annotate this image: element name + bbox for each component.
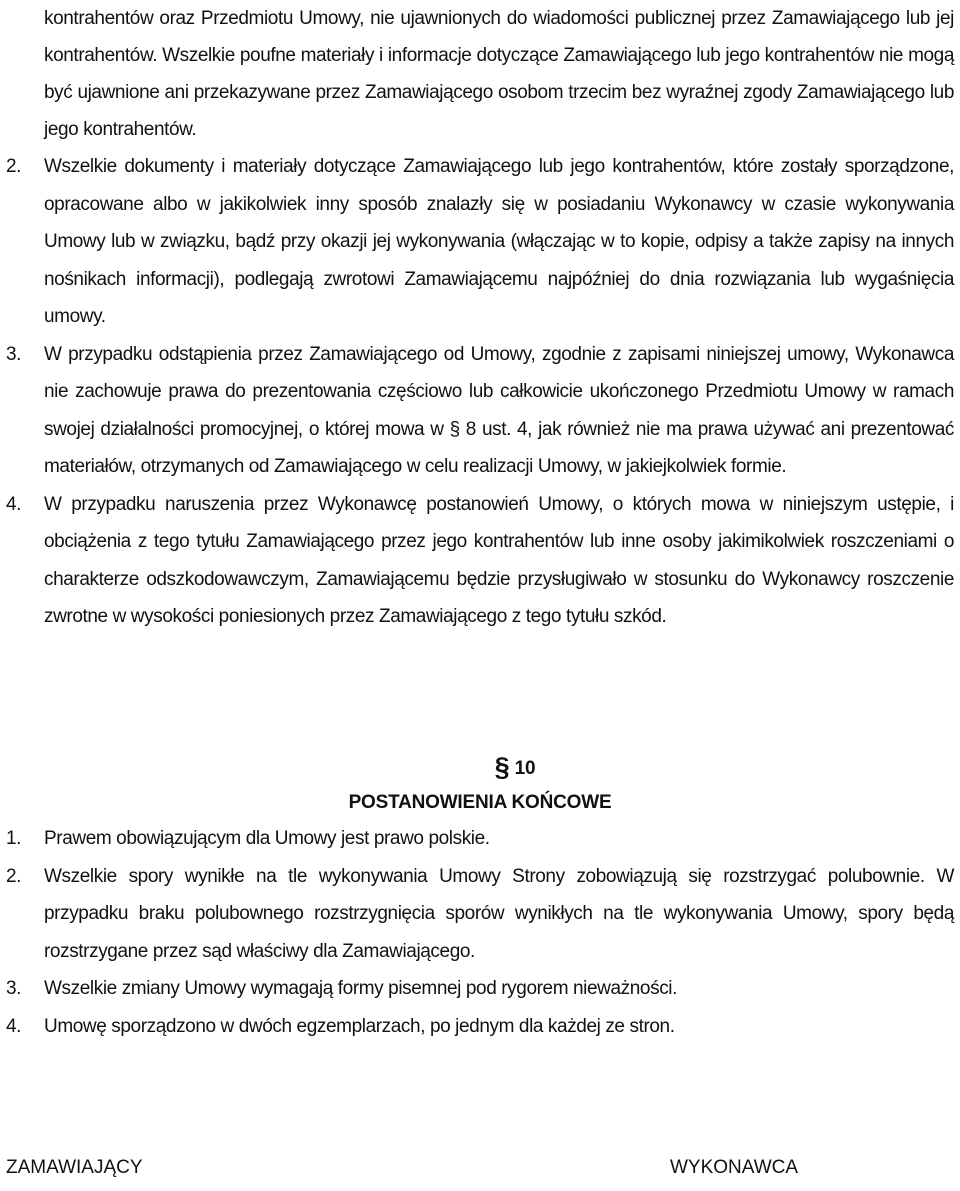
section-number-value: 10 [514,758,536,779]
list-item [0,148,960,336]
item-text: W przypadku naruszenia przez Wykonawcę postanowień Umowy, o których mowa w niniejszym ustępie, i obciążenia z tego tytułu Zamawiającego przez jego kontrahentów lub inne osoby jakimikolwiek roszczeniami o charakterze odszkodowawczym, Zamawiającemu będzie przysługiwało w stosunku do Wykonawcy roszczenie zwrotne w wysokości poniesionych przez Zamawiającego z tego tytułu szkód. [44,493,954,627]
signature-label-contractor: WYKONAWCA [670,1157,799,1178]
item-number: 2. [6,865,22,887]
item-number: 1. [6,828,22,849]
item-text: Wszelkie zmiany Umowy wymagają formy pisemnej pod rygorem nieważności. [44,978,677,999]
lower-section [0,820,960,1045]
item-text: Wszelkie spory wynikłe na tle wykonywania Umowy Strony zobowiązują się rozstrzygać polubownie. W przypadku braku polubownego rozstrzygnięcia sporów wynikłych na tle wykonywania Umowy, spory będą rozstrzygane przez sąd właściwy dla Zamawiającego. [44,865,954,962]
paragraph-mark: § [494,752,510,782]
item-text: Umowę sporządzono w dwóch egzemplarzach, po jednym dla każdej ze stron. [44,1015,675,1037]
item-number: 4. [6,1015,22,1037]
section-title: POSTANOWIENIA KOŃCOWE [348,792,612,813]
item-number: 2. [6,156,22,177]
list-item [0,970,960,1008]
item-text: W przypadku odstąpienia przez Zamawiającego od Umowy, zgodnie z zapisami niniejszej umowy, Wykonawca nie zachowuje prawa do prezentowania częściowo lub całkowicie ukończonego Przedmiotu Umowy w ramach swojej działalności promocyjnej, o której mowa w § 8 ust. 4, jak również nie ma prawa używać ani prezentować materiałów, otrzymanych od Zamawiającego w celu realizacji Umowy, w jakiejkolwiek formie. [44,343,954,477]
section-number [0,749,960,787]
list-item [0,486,960,636]
signature-label-client: ZAMAWIAJĄCY [6,1157,143,1178]
continuation-paragraph: kontrahentów oraz Przedmiotu Umowy, nie ujawnionych do wiadomości publicznej przez Zamawiającego lub jej kontrahentów. Wszelkie poufne materiały i informacje dotyczące Zamawiającego lub jego kontrahentów nie mogą być ujawnione ani przekazywane przez Zamawiającego osobom trzecim bez wyraźnej zgody Zamawiającego lub jego kontrahentów. [44,8,954,140]
item-number: 3. [6,978,22,999]
list-item [0,336,960,486]
section-heading [0,735,960,819]
list-item [0,1008,960,1046]
list-item [0,820,960,858]
item-number: 3. [6,343,22,365]
item-number: 4. [6,493,22,515]
lower-list [0,820,960,1045]
signature-row [0,1157,960,1187]
item-text: Wszelkie dokumenty i materiały dotyczące Zamawiającego lub jego kontrahentów, które zostały sporządzone, opracowane albo w jakikolwiek inny sposób znalazły się w posiadaniu Wykonawcy w czasie wykonywania Umowy lub w związku, bądź przy okazji jej wykonywania (włączając w to kopie, odpisy a także zapisy na innych nośnikach informacji), podlegają zwrotowi Zamawiającemu najpóźniej do dnia rozwiązania lub wygaśnięcia umowy. [44,156,954,327]
item-text: Prawem obowiązującym dla Umowy jest prawo polskie. [44,828,490,849]
list-item [0,858,960,971]
upper-list [0,148,960,636]
